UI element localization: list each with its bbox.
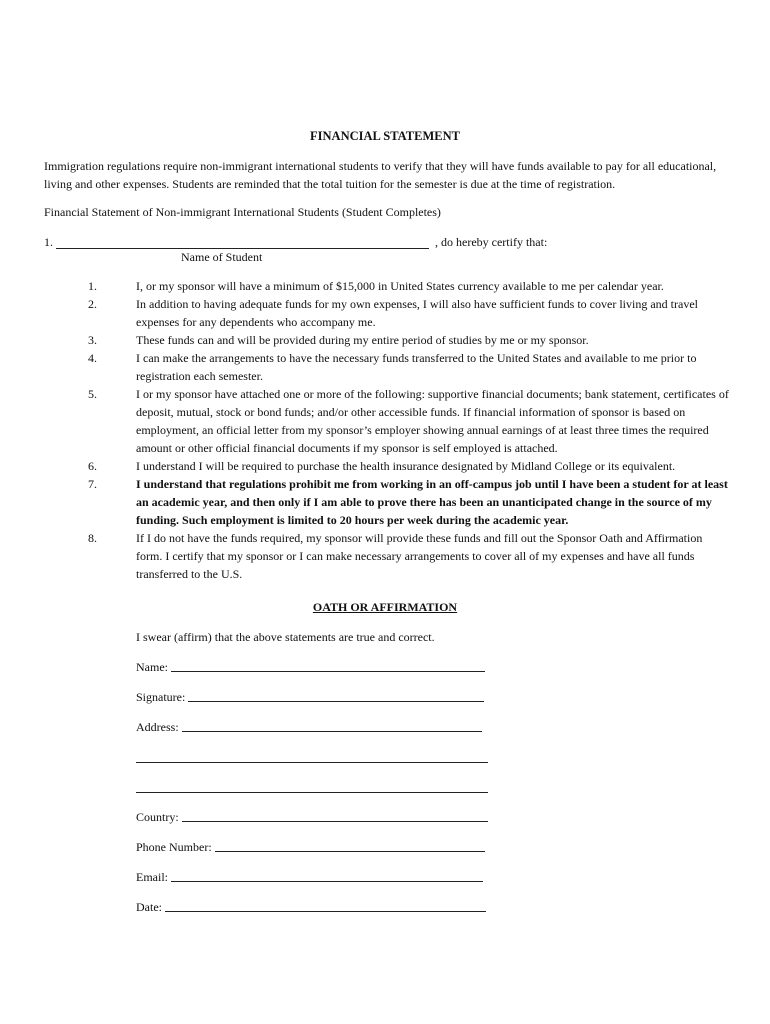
- date-field[interactable]: [165, 898, 486, 912]
- item-text: I can make the arrangements to have the necessary funds transferred to the United States and available to me prior to registration each semester.: [136, 351, 697, 383]
- item-text: I or my sponsor have attached one or more of the following: supportive financial documents; bank statement, certificates of deposit, mutual, stock or bond funds; and/or other accessible funds. If financial information of sponsor is based on employment, an official letter from my sponsor’s employer showing annual earnings of at least three times the required amount or other official financial documents if my sponsor is self employed is attached.: [136, 387, 729, 455]
- phone-row: [136, 838, 485, 856]
- phone-label: Phone Number:: [136, 840, 212, 854]
- item-number: 1.: [88, 279, 97, 293]
- certify-text: , do hereby certify that:: [435, 235, 548, 249]
- item-number: 4.: [88, 351, 97, 365]
- email-label: Email:: [136, 870, 168, 884]
- item-number: 3.: [88, 333, 97, 347]
- item-text: I understand that regulations prohibit me from working in an off-campus job until I have been a student for at least an academic year, and then only if I am able to prove there has been an unanticipated change in the source of my funding. Such employment is limited to 20 hours per week during the academic year.: [136, 477, 728, 527]
- student-name-caption: Name of Student: [181, 250, 263, 264]
- signature-field[interactable]: [188, 688, 484, 702]
- signature-row: [136, 688, 484, 706]
- statement-list: [80, 277, 730, 583]
- item-number: 7.: [88, 477, 97, 491]
- address-line-2[interactable]: [136, 762, 488, 763]
- signature-label: Signature:: [136, 690, 186, 704]
- form-subheading: Financial Statement of Non-immigrant International Students (Student Completes): [44, 205, 441, 219]
- certify-number: 1.: [44, 235, 53, 249]
- item-text: In addition to having adequate funds for my own expenses, I will also have sufficient funds to cover living and travel expenses for any dependents who accompany me.: [136, 297, 698, 329]
- item-number: 5.: [88, 387, 97, 401]
- list-item: [80, 475, 730, 529]
- intro-paragraph: Immigration regulations require non-immigrant international students to verify that they will have funds available to pay for all educational, living and other expenses. Students are reminded that the total tuition for the semester is due at the time of registration.: [44, 159, 717, 191]
- country-field[interactable]: [182, 808, 488, 822]
- name-label: Name:: [136, 660, 168, 674]
- list-item: [80, 457, 730, 475]
- item-text: I understand I will be required to purchase the health insurance designated by Midland College or its equivalent.: [136, 459, 676, 473]
- item-text: These funds can and will be provided during my entire period of studies by me or my sponsor.: [136, 333, 589, 347]
- date-row: [136, 898, 486, 916]
- list-item: [80, 385, 730, 457]
- address-label: Address:: [136, 720, 179, 734]
- name-row: [136, 658, 485, 676]
- list-item: [80, 529, 730, 583]
- list-item: [80, 277, 730, 295]
- oath-statement: I swear (affirm) that the above statements are true and correct.: [136, 630, 435, 644]
- country-row: [136, 808, 488, 826]
- email-row: [136, 868, 483, 886]
- document-title: FINANCIAL STATEMENT: [310, 129, 460, 143]
- address-line-3[interactable]: [136, 792, 488, 793]
- name-field[interactable]: [171, 658, 485, 672]
- item-text: If I do not have the funds required, my sponsor will provide these funds and fill out the Sponsor Oath and Affirmation form. I certify that my sponsor or I can make necessary arrangements to cover all of my expenses and have all funds transferred to the U.S.: [136, 531, 703, 581]
- date-label: Date:: [136, 900, 162, 914]
- country-label: Country:: [136, 810, 179, 824]
- item-text: I, or my sponsor will have a minimum of $15,000 in United States currency available to me per calendar year.: [136, 279, 664, 293]
- address-row: [136, 718, 482, 736]
- list-item: [80, 331, 730, 349]
- list-item: [80, 349, 730, 385]
- item-number: 6.: [88, 459, 97, 473]
- address-field[interactable]: [182, 718, 482, 732]
- email-field[interactable]: [171, 868, 483, 882]
- item-number: 8.: [88, 531, 97, 545]
- student-name-field[interactable]: [56, 235, 429, 249]
- certify-line: [44, 233, 734, 251]
- list-item: [80, 295, 730, 331]
- phone-field[interactable]: [215, 838, 485, 852]
- oath-title: OATH OR AFFIRMATION: [312, 600, 458, 614]
- item-number: 2.: [88, 297, 97, 311]
